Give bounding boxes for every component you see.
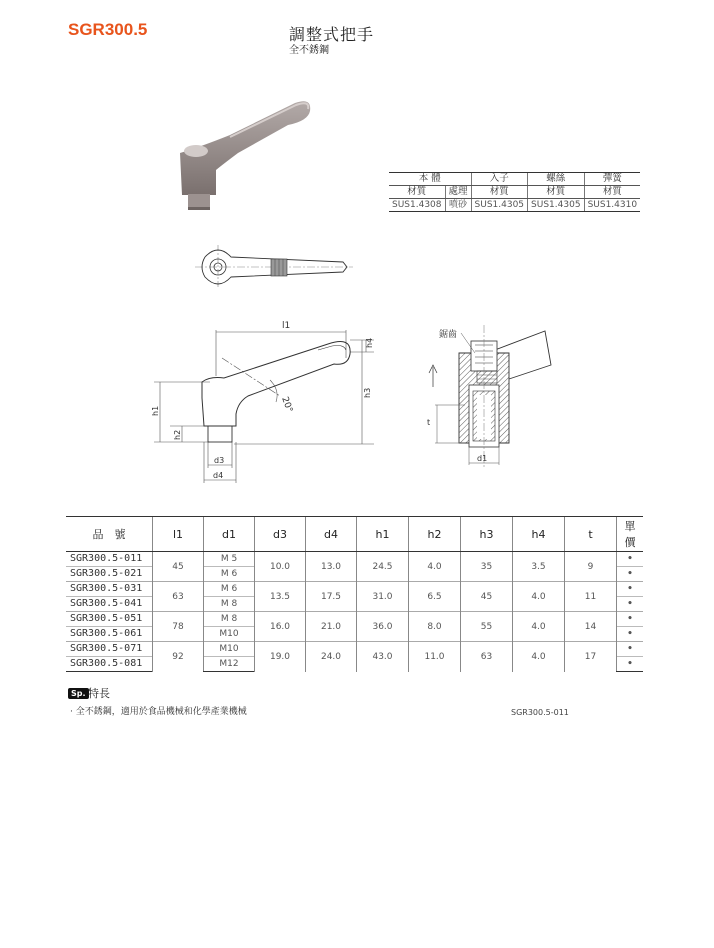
- mat-subheader: 材質: [471, 186, 528, 199]
- cell-h1: 36.0: [357, 612, 409, 642]
- label-l1: l1: [282, 321, 291, 331]
- reference-code: SGR300.5-011: [511, 708, 569, 717]
- cell-d3: 13.5: [255, 582, 306, 612]
- side-view-drawing: [150, 318, 380, 486]
- cell-h4: 4.0: [513, 642, 565, 672]
- cell-d3: 16.0: [255, 612, 306, 642]
- col-d3: d3: [255, 517, 306, 552]
- page-subtitle: 全不銹鋼: [289, 45, 329, 56]
- cell-h2: 8.0: [409, 612, 461, 642]
- label-angle: 20°: [279, 395, 295, 415]
- cell-d1: M 8: [204, 612, 255, 627]
- cell-d4: 13.0: [306, 552, 357, 582]
- cell-l1: 45: [153, 552, 204, 582]
- label-d3: d3: [214, 456, 225, 465]
- cell-d1: M10: [204, 627, 255, 642]
- cell-l1: 63: [153, 582, 204, 612]
- label-t: t: [427, 418, 431, 427]
- cell-d1: M 6: [204, 582, 255, 597]
- feature-item: · 全不銹鋼，適用於食品機械和化學產業機械: [70, 707, 247, 717]
- part-number: SGR300.5-011: [66, 552, 153, 567]
- mat-group-spring: 彈簧: [584, 173, 640, 186]
- cell-h1: 31.0: [357, 582, 409, 612]
- mat-group-body: 本 體: [389, 173, 471, 186]
- cell-h2: 6.5: [409, 582, 461, 612]
- label-h3: h3: [363, 387, 372, 398]
- mat-subheader: 材質: [584, 186, 640, 199]
- cell-h4: 3.5: [513, 552, 565, 582]
- cell-d1: M12: [204, 657, 255, 672]
- sp-badge: Sp.: [68, 688, 89, 699]
- mat-subheader: 材質: [528, 186, 585, 199]
- section-drawing: [425, 325, 555, 470]
- table-row: [66, 642, 643, 657]
- cell-d1: M 5: [204, 552, 255, 567]
- col-part-number: 品 號: [66, 517, 153, 552]
- label-serration: 鋸齒: [439, 330, 458, 340]
- cell-t: 11: [565, 582, 617, 612]
- cell-h4: 4.0: [513, 612, 565, 642]
- price-mark: •: [617, 642, 644, 657]
- mat-group-insert: 入子: [471, 173, 528, 186]
- cell-h3: 35: [461, 552, 513, 582]
- page-title: 調整式把手: [289, 25, 375, 44]
- label-h2: h2: [173, 429, 182, 440]
- price-mark: •: [617, 612, 644, 627]
- cell-h1: 43.0: [357, 642, 409, 672]
- col-h2: h2: [409, 517, 461, 552]
- part-number: SGR300.5-051: [66, 612, 153, 627]
- mat-value: SUS1.4305: [471, 199, 528, 212]
- cell-d1: M 6: [204, 567, 255, 582]
- cell-d3: 19.0: [255, 642, 306, 672]
- price-mark: •: [617, 627, 644, 642]
- col-d1: d1: [204, 517, 255, 552]
- cell-d4: 17.5: [306, 582, 357, 612]
- part-number: SGR300.5-041: [66, 597, 153, 612]
- col-h1: h1: [357, 517, 409, 552]
- col-d4: d4: [306, 517, 357, 552]
- cell-d1: M 8: [204, 597, 255, 612]
- price-mark: •: [617, 582, 644, 597]
- price-mark: •: [617, 567, 644, 582]
- cell-h4: 4.0: [513, 582, 565, 612]
- part-number: SGR300.5-071: [66, 642, 153, 657]
- label-h4: h4: [365, 337, 374, 348]
- mat-value: SUS1.4308: [389, 199, 445, 212]
- cell-h2: 4.0: [409, 552, 461, 582]
- label-h1: h1: [151, 405, 160, 416]
- table-row: [66, 582, 643, 597]
- product-photo: [160, 95, 320, 220]
- mat-value: SUS1.4305: [528, 199, 585, 212]
- cell-d3: 10.0: [255, 552, 306, 582]
- label-d1: d1: [477, 454, 488, 463]
- mat-group-screw: 螺絲: [528, 173, 585, 186]
- price-mark: •: [617, 657, 644, 672]
- price-mark: •: [617, 597, 644, 612]
- top-view-drawing: [195, 243, 355, 288]
- col-h3: h3: [461, 517, 513, 552]
- part-number: SGR300.5-021: [66, 567, 153, 582]
- mat-subheader: 材質: [389, 186, 445, 199]
- mat-value: SUS1.4310: [584, 199, 640, 212]
- product-code: SGR300.5: [68, 20, 148, 39]
- col-t: t: [565, 517, 617, 552]
- table-row: [66, 552, 643, 567]
- cell-h3: 63: [461, 642, 513, 672]
- cell-d4: 21.0: [306, 612, 357, 642]
- cell-t: 17: [565, 642, 617, 672]
- part-number: SGR300.5-061: [66, 627, 153, 642]
- mat-subheader: 處理: [445, 186, 471, 199]
- cell-h3: 55: [461, 612, 513, 642]
- cell-l1: 78: [153, 612, 204, 642]
- cell-h3: 45: [461, 582, 513, 612]
- col-price: 單 價: [617, 517, 644, 552]
- cell-t: 14: [565, 612, 617, 642]
- cell-t: 9: [565, 552, 617, 582]
- cell-l1: 92: [153, 642, 204, 672]
- price-mark: •: [617, 552, 644, 567]
- part-number: SGR300.5-081: [66, 657, 153, 672]
- cell-d1: M10: [204, 642, 255, 657]
- cell-d4: 24.0: [306, 642, 357, 672]
- part-number: SGR300.5-031: [66, 582, 153, 597]
- features-title: 特長: [88, 687, 110, 700]
- spec-table: [66, 516, 643, 672]
- cell-h1: 24.5: [357, 552, 409, 582]
- col-l1: l1: [153, 517, 204, 552]
- mat-value: 噴砂: [445, 199, 471, 212]
- materials-table: [389, 172, 640, 212]
- label-d4: d4: [213, 471, 224, 480]
- table-row: [66, 612, 643, 627]
- col-h4: h4: [513, 517, 565, 552]
- cell-h2: 11.0: [409, 642, 461, 672]
